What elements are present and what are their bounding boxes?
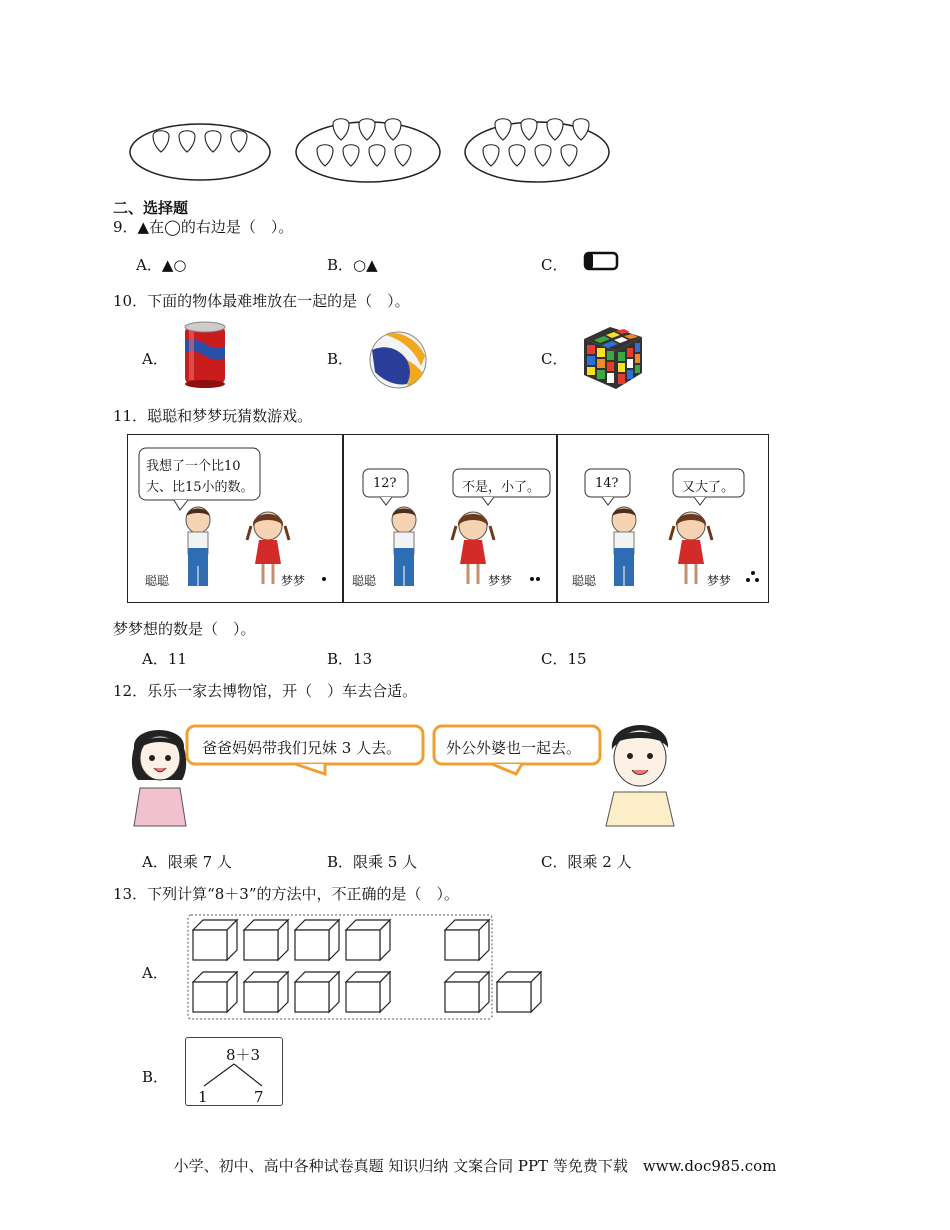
q12-option-c-content: 限乘 2 人 [567, 853, 632, 871]
q11-option-a-content: 11 [167, 650, 187, 668]
panel-2-girl-speech: 不是，小了。 [462, 480, 541, 495]
panel-2-dot-marker [530, 577, 541, 581]
q12-option-b-label: B． [327, 853, 354, 871]
q13-b-right-number: 7 [254, 1088, 264, 1106]
panel-3-girl-name: 梦梦 [707, 574, 732, 588]
page-footer: 小学、初中、高中各种试卷真题 知识归纳 文案合同 PPT 等免费下载 www.doc985.com [173, 1157, 777, 1175]
q13-b-split-lines [200, 1062, 270, 1088]
q11-option-a[interactable] [142, 648, 187, 669]
q13-b-left-number: 1 [198, 1088, 208, 1106]
q11-option-b-label: B． [327, 650, 354, 668]
panel-1-girl-name: 梦梦 [281, 574, 306, 588]
q11-option-c-content: 15 [567, 650, 587, 668]
q9-option-b[interactable] [327, 254, 378, 275]
q12-right-speech: 外公外婆也一起去。 [446, 739, 582, 757]
panel-2-boy-figure [384, 504, 424, 590]
q12-option-a[interactable] [142, 851, 232, 872]
soda-can-icon [181, 320, 229, 390]
q12-option-c[interactable] [541, 851, 632, 872]
panel-1-boy-figure [178, 504, 218, 590]
panel-3-boy-name: 聪聪 [572, 574, 597, 588]
q10-option-a[interactable] [142, 348, 168, 369]
q10-option-c[interactable] [541, 348, 567, 369]
panel-1-boy-speech-line-1: 我想了一个比10 [146, 459, 241, 474]
question-10-stem: 10．下面的物体最难堆放在一起的是（ ）。 [113, 292, 410, 310]
panel-1-boy-name: 聪聪 [145, 574, 170, 588]
comic-divider-1 [342, 435, 344, 602]
q12-girl-figure [128, 718, 192, 828]
q10-option-b-label: B． [327, 350, 354, 368]
q9-option-b-content: ○▲ [353, 256, 378, 274]
q11-option-c-label: C． [541, 650, 568, 668]
comic-divider-2 [556, 435, 558, 602]
q13-option-b[interactable] [142, 1066, 168, 1087]
question-12-stem: 12．乐乐一家去博物馆，开（ ）车去合适。 [113, 682, 418, 700]
strawberry-plates [125, 112, 615, 187]
q12-option-b-content: 限乘 5 人 [353, 853, 418, 871]
q12-option-b[interactable] [327, 851, 417, 872]
panel-3-girl-speech: 又大了。 [682, 480, 735, 495]
panel-1-boy-speech-line-2: 大、比15小的数。 [146, 480, 254, 495]
q12-option-c-label: C． [541, 853, 568, 871]
q9-option-a-label: A． [136, 256, 162, 274]
q13-decomposition-box [185, 1037, 283, 1106]
q9-option-b-label: B． [327, 256, 354, 274]
q11-option-c[interactable] [541, 648, 587, 669]
q10-option-a-label: A． [142, 350, 168, 368]
q9-option-c-label: C． [541, 256, 568, 274]
q13-cubes-diagram [185, 912, 547, 1022]
q9-option-c[interactable] [541, 254, 567, 275]
q12-option-a-content: 限乘 7 人 [167, 853, 232, 871]
question-11-stem: 11．聪聪和梦梦玩猜数游戏。 [113, 407, 313, 425]
q12-left-speech: 爸爸妈妈带我们兄妹 3 人去。 [202, 739, 402, 757]
q12-option-a-label: A． [142, 853, 168, 871]
panel-2-boy-speech: 12? [373, 476, 397, 491]
q10-option-c-label: C． [541, 350, 568, 368]
q11-option-b[interactable] [327, 648, 372, 669]
q13-option-b-label: B． [142, 1068, 169, 1086]
rubiks-cube-icon [580, 323, 646, 391]
panel-1-dot-marker [322, 577, 326, 581]
q9-option-a-content: ▲○ [161, 256, 187, 274]
q13-b-expression: 8＋3 [226, 1046, 261, 1064]
panel-2-girl-name: 梦梦 [488, 574, 513, 588]
q13-option-a-label: A． [142, 964, 168, 982]
q13-option-a[interactable] [142, 962, 168, 983]
panel-3-boy-speech: 14? [595, 476, 619, 491]
q12-boy-figure [602, 710, 678, 828]
question-9-stem: 9．▲在◯的右边是（ ）。 [113, 218, 294, 236]
question-11-prompt: 梦梦想的数是（ ）。 [113, 620, 256, 638]
question-13-stem: 13．下列计算“8＋3”的方法中，不正确的是（ ）。 [113, 885, 460, 903]
q11-option-b-content: 13 [353, 650, 373, 668]
q10-option-b[interactable] [327, 348, 353, 369]
panel-3-dot-marker [746, 571, 760, 583]
q9-option-a[interactable] [136, 254, 186, 275]
battery-shape-icon [583, 250, 619, 272]
panel-3-boy-figure [604, 504, 644, 590]
volleyball-icon [367, 330, 429, 390]
q11-option-a-label: A． [142, 650, 168, 668]
panel-2-boy-name: 聪聪 [352, 574, 377, 588]
section-title: 二、选择题 [113, 199, 189, 217]
